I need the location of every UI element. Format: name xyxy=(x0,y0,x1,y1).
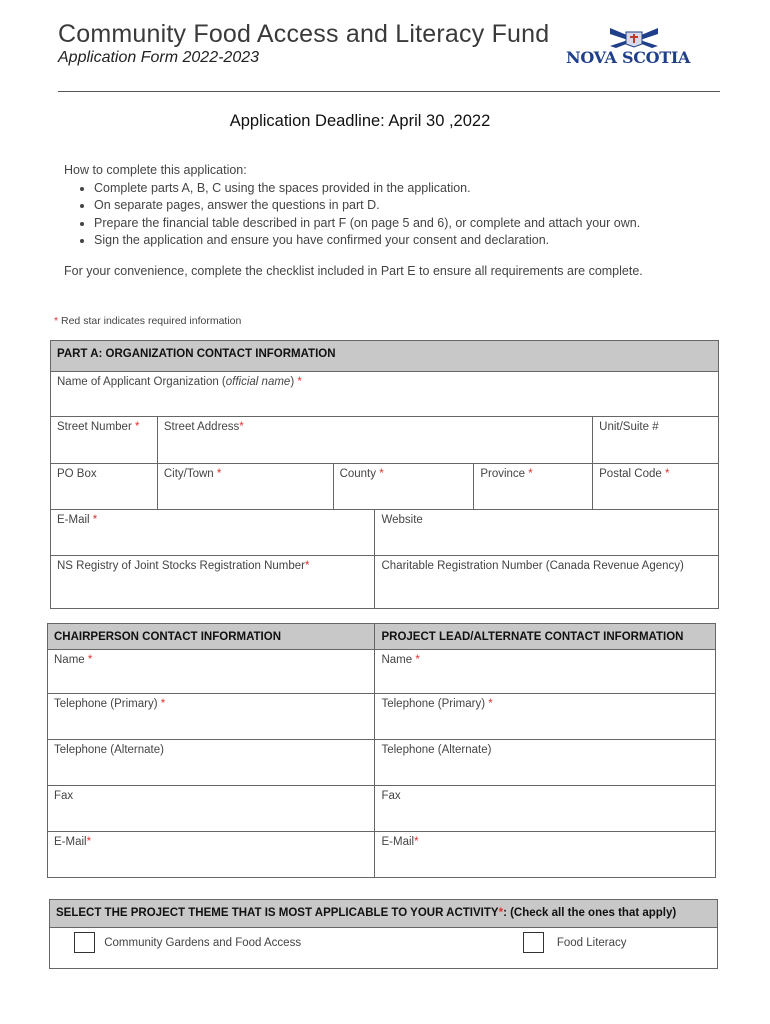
application-deadline: Application Deadline: April 30 ,2022 xyxy=(229,112,491,130)
form-title: Community Food Access and Literacy Fund xyxy=(58,20,550,48)
street-address-field[interactable]: Street Address* xyxy=(157,417,592,464)
email-field[interactable]: E-Mail * xyxy=(51,510,375,556)
form-subtitle: Application Form 2022-2023 xyxy=(58,49,260,66)
theme-table xyxy=(49,899,718,969)
chair-fax-field[interactable]: Fax xyxy=(48,786,375,832)
required-star: * xyxy=(54,315,59,327)
chairperson-heading: CHAIRPERSON CONTACT INFORMATION xyxy=(48,624,375,650)
instruction-item: • Sign the application and ensure you have confirmed your consent and declaration. xyxy=(94,232,724,250)
province-field[interactable]: Province * xyxy=(474,464,593,510)
logo-text: NOVA SCOTIA xyxy=(566,48,691,67)
community-gardens-label: Community Gardens and Food Access xyxy=(104,936,302,949)
lead-name-field[interactable]: Name * xyxy=(375,650,716,694)
postal-code-field[interactable]: Postal Code * xyxy=(593,464,719,510)
nova-scotia-logo xyxy=(566,26,706,70)
food-literacy-label: Food Literacy xyxy=(556,936,627,949)
contacts-table xyxy=(47,623,716,878)
required-note xyxy=(54,315,241,327)
project-lead-heading: PROJECT LEAD/ALTERNATE CONTACT INFORMATION xyxy=(375,624,716,650)
lead-tel-primary-field[interactable]: Telephone (Primary) * xyxy=(375,694,716,740)
registry-number-field[interactable]: NS Registry of Joint Stocks Registration Number* xyxy=(51,556,375,609)
instruction-item: • Prepare the financial table described in part F (on page 5 and 6), or complete and attach your own. xyxy=(94,215,724,233)
theme-heading: SELECT THE PROJECT THEME THAT IS MOST APPLICABLE TO YOUR ACTIVITY*: (Check all the ones that apply) xyxy=(50,900,718,928)
chair-name-field[interactable]: Name * xyxy=(48,650,375,694)
theme-option-food-literacy[interactable] xyxy=(401,928,718,969)
theme-option-community-gardens[interactable] xyxy=(50,928,401,969)
instructions-intro: How to complete this application: xyxy=(64,163,247,177)
org-name-field[interactable]: Name of Applicant Organization (official name) * xyxy=(51,372,719,417)
unit-field[interactable]: Unit/Suite # xyxy=(593,417,719,464)
chair-tel-alt-field[interactable]: Telephone (Alternate) xyxy=(48,740,375,786)
required-note-text: Red star indicates required information xyxy=(58,315,242,327)
city-field[interactable]: City/Town * xyxy=(157,464,333,510)
lead-email-field[interactable]: E-Mail* xyxy=(375,832,716,878)
part-a-heading: PART A: ORGANIZATION CONTACT INFORMATION xyxy=(51,341,719,372)
charitable-number-field[interactable]: Charitable Registration Number (Canada Revenue Agency) xyxy=(375,556,719,609)
instruction-item: • Complete parts A, B, C using the spaces provided in the application. xyxy=(94,180,724,198)
chair-tel-primary-field[interactable]: Telephone (Primary) * xyxy=(48,694,375,740)
instruction-item: • On separate pages, answer the questions in part D. xyxy=(94,197,724,215)
website-field[interactable]: Website xyxy=(375,510,719,556)
county-field[interactable]: County * xyxy=(333,464,474,510)
header-divider xyxy=(58,91,720,92)
checklist-note: For your convenience, complete the checklist included in Part E to ensure all requirements are complete. xyxy=(64,264,643,278)
street-number-field[interactable]: Street Number * xyxy=(51,417,158,464)
part-a-table xyxy=(50,340,719,609)
chair-email-field[interactable]: E-Mail* xyxy=(48,832,375,878)
flag-icon xyxy=(606,26,662,50)
lead-tel-alt-field[interactable]: Telephone (Alternate) xyxy=(375,740,716,786)
po-box-field[interactable]: PO Box xyxy=(51,464,158,510)
instructions xyxy=(64,162,724,250)
food-literacy-checkbox[interactable] xyxy=(523,932,544,953)
instructions-list xyxy=(64,180,724,250)
lead-fax-field[interactable]: Fax xyxy=(375,786,716,832)
community-gardens-checkbox[interactable] xyxy=(74,932,95,953)
